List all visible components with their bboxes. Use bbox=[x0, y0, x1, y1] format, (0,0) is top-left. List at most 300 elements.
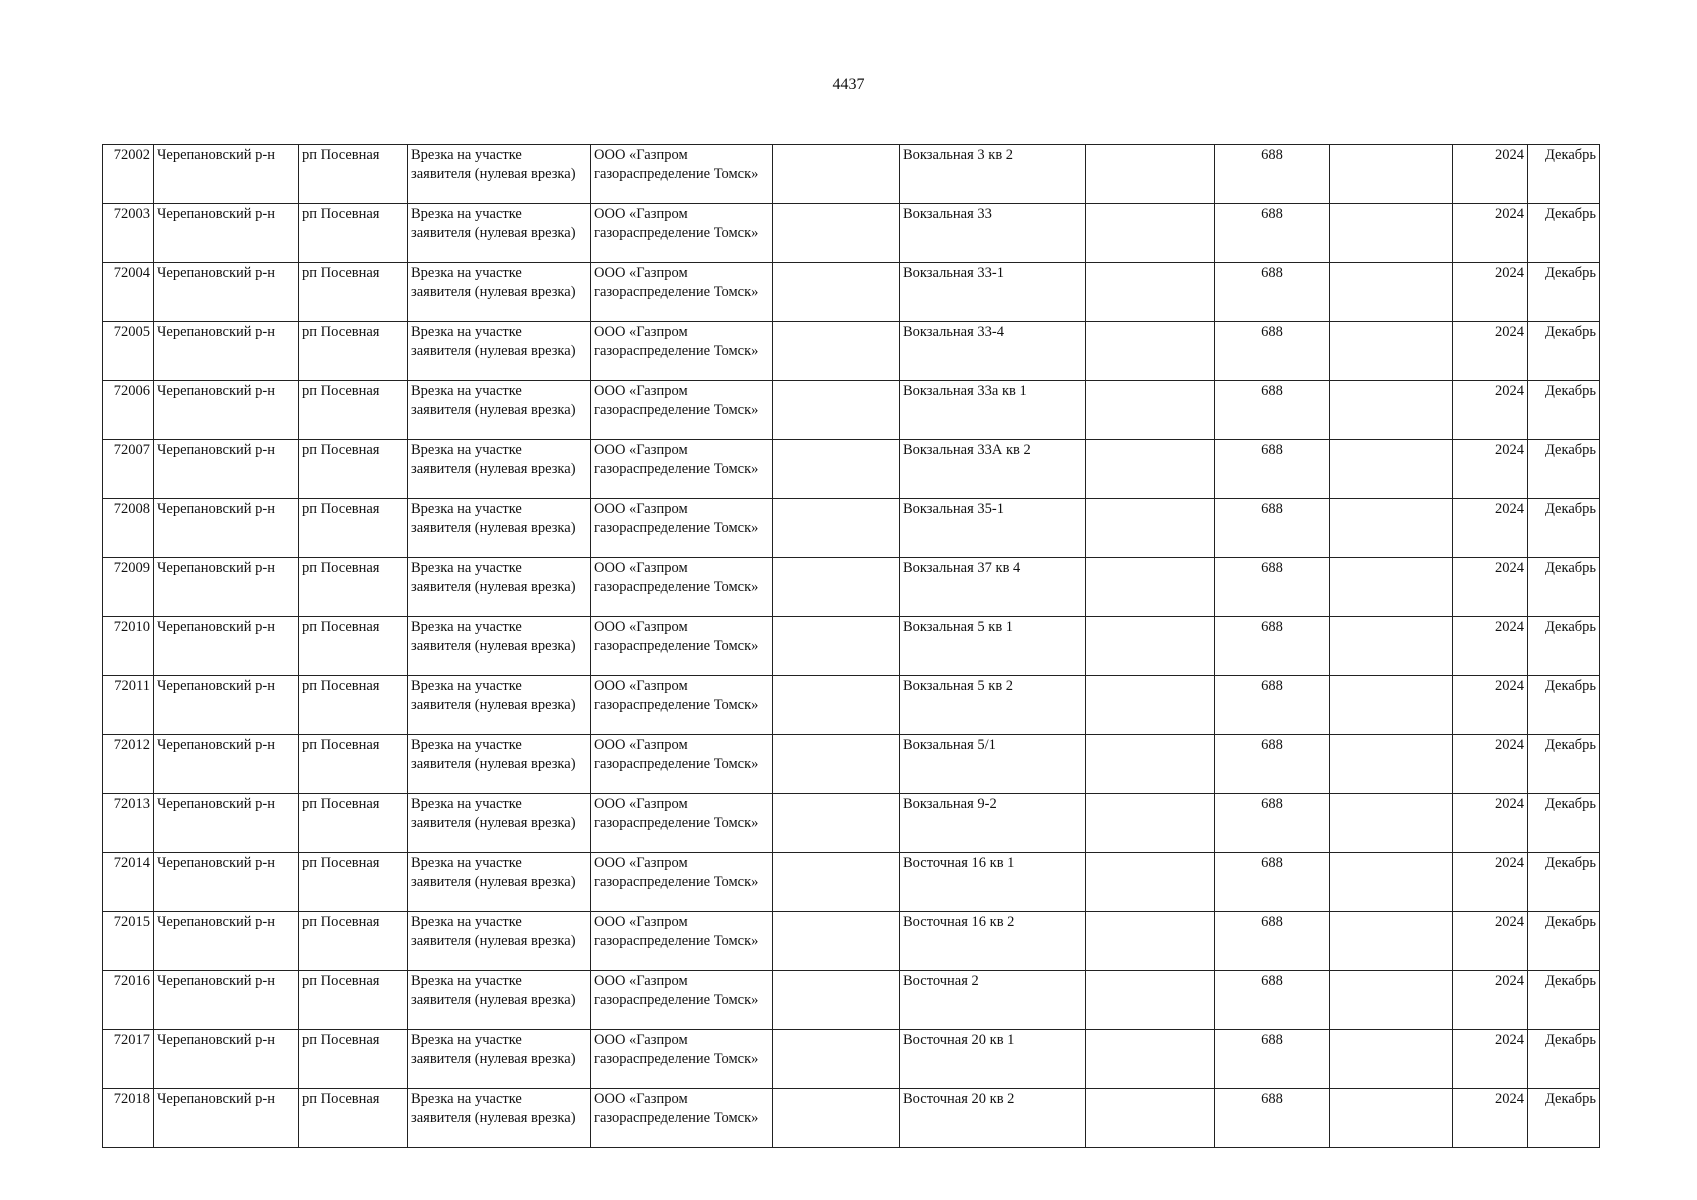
year-cell bbox=[1453, 676, 1528, 735]
district-text: Черепановский р-н bbox=[157, 560, 275, 576]
month-text: Декабрь bbox=[1544, 560, 1596, 576]
value-cell bbox=[1215, 912, 1330, 971]
row-id-text: 72009 bbox=[113, 560, 150, 576]
value-cell bbox=[1215, 145, 1330, 204]
district-cell bbox=[154, 794, 299, 853]
address-text: Восточная 2 bbox=[903, 973, 979, 989]
settlement-cell bbox=[299, 794, 408, 853]
year-cell bbox=[1453, 381, 1528, 440]
organization-cell bbox=[591, 971, 773, 1030]
year-cell bbox=[1453, 145, 1528, 204]
year-text: 2024 bbox=[1495, 501, 1524, 517]
value-text: 688 bbox=[1261, 265, 1283, 281]
work-type-cell bbox=[408, 735, 591, 794]
row-id-text: 72006 bbox=[113, 383, 150, 399]
empty-cell bbox=[1330, 971, 1453, 1030]
value-text: 688 bbox=[1261, 206, 1283, 222]
row-id-cell bbox=[103, 381, 154, 440]
district-cell bbox=[154, 1089, 299, 1148]
work-type-cell bbox=[408, 322, 591, 381]
organization-text: газораспределение Томск» bbox=[594, 1051, 759, 1067]
empty-cell bbox=[1330, 735, 1453, 794]
month-text: Декабрь bbox=[1544, 324, 1596, 340]
table-row bbox=[103, 1089, 1600, 1148]
empty-cell bbox=[1330, 1030, 1453, 1089]
settlement-text: рп Посевная bbox=[302, 147, 380, 163]
empty-cell bbox=[773, 263, 900, 322]
empty-cell bbox=[773, 1030, 900, 1089]
value-text: 688 bbox=[1261, 501, 1283, 517]
district-cell bbox=[154, 145, 299, 204]
work-type-text: заявителя (нулевая врезка) bbox=[411, 402, 576, 418]
month-text: Декабрь bbox=[1544, 501, 1596, 517]
empty-cell bbox=[773, 145, 900, 204]
year-text: 2024 bbox=[1495, 737, 1524, 753]
district-cell bbox=[154, 322, 299, 381]
empty-cell bbox=[773, 971, 900, 1030]
empty-cell bbox=[1086, 735, 1215, 794]
work-type-text: Врезка на участке bbox=[411, 914, 522, 930]
register-table bbox=[102, 144, 1600, 1148]
year-cell bbox=[1453, 204, 1528, 263]
empty-cell bbox=[1330, 912, 1453, 971]
row-id-cell bbox=[103, 971, 154, 1030]
value-cell bbox=[1215, 971, 1330, 1030]
settlement-cell bbox=[299, 853, 408, 912]
district-cell bbox=[154, 676, 299, 735]
year-text: 2024 bbox=[1495, 442, 1524, 458]
value-cell bbox=[1215, 263, 1330, 322]
month-cell bbox=[1528, 499, 1600, 558]
district-cell bbox=[154, 499, 299, 558]
district-text: Черепановский р-н bbox=[157, 383, 275, 399]
empty-cell bbox=[773, 912, 900, 971]
work-type-cell bbox=[408, 1089, 591, 1148]
month-text: Декабрь bbox=[1544, 265, 1596, 281]
organization-text: ООО «Газпром bbox=[594, 796, 688, 812]
month-cell bbox=[1528, 558, 1600, 617]
year-text: 2024 bbox=[1495, 265, 1524, 281]
row-id-cell bbox=[103, 853, 154, 912]
month-cell bbox=[1528, 440, 1600, 499]
work-type-text: Врезка на участке bbox=[411, 147, 522, 163]
row-id-text: 72003 bbox=[113, 206, 150, 222]
work-type-text: заявителя (нулевая врезка) bbox=[411, 992, 576, 1008]
organization-cell bbox=[591, 558, 773, 617]
month-text: Декабрь bbox=[1544, 973, 1596, 989]
organization-cell bbox=[591, 735, 773, 794]
work-type-text: заявителя (нулевая врезка) bbox=[411, 756, 576, 772]
empty-cell bbox=[1330, 1089, 1453, 1148]
work-type-text: Врезка на участке bbox=[411, 1032, 522, 1048]
value-text: 688 bbox=[1261, 442, 1283, 458]
row-id-text: 72017 bbox=[113, 1032, 150, 1048]
row-id-text: 72004 bbox=[113, 265, 150, 281]
value-cell bbox=[1215, 381, 1330, 440]
work-type-text: заявителя (нулевая врезка) bbox=[411, 520, 576, 536]
organization-cell bbox=[591, 676, 773, 735]
district-text: Черепановский р-н bbox=[157, 678, 275, 694]
row-id-text: 72014 bbox=[113, 855, 150, 871]
month-text: Декабрь bbox=[1544, 1032, 1596, 1048]
empty-cell bbox=[1086, 1030, 1215, 1089]
organization-text: газораспределение Томск» bbox=[594, 697, 759, 713]
value-text: 688 bbox=[1261, 619, 1283, 635]
address-cell bbox=[900, 1089, 1086, 1148]
organization-text: газораспределение Томск» bbox=[594, 461, 759, 477]
empty-cell bbox=[1086, 381, 1215, 440]
district-cell bbox=[154, 912, 299, 971]
value-text: 688 bbox=[1261, 914, 1283, 930]
settlement-text: рп Посевная bbox=[302, 796, 380, 812]
empty-cell bbox=[1330, 440, 1453, 499]
row-id-text: 72012 bbox=[113, 737, 150, 753]
month-text: Декабрь bbox=[1544, 737, 1596, 753]
row-id-text: 72002 bbox=[113, 147, 150, 163]
work-type-text: заявителя (нулевая врезка) bbox=[411, 1110, 576, 1126]
year-text: 2024 bbox=[1495, 324, 1524, 340]
district-text: Черепановский р-н bbox=[157, 1091, 275, 1107]
address-cell bbox=[900, 794, 1086, 853]
empty-cell bbox=[1086, 322, 1215, 381]
year-cell bbox=[1453, 971, 1528, 1030]
organization-text: ООО «Газпром bbox=[594, 265, 688, 281]
empty-cell bbox=[773, 794, 900, 853]
address-text: Вокзальная 5 кв 1 bbox=[903, 619, 1014, 635]
organization-text: ООО «Газпром bbox=[594, 1091, 688, 1107]
organization-text: ООО «Газпром bbox=[594, 678, 688, 694]
empty-cell bbox=[773, 558, 900, 617]
table-row bbox=[103, 204, 1600, 263]
work-type-text: Врезка на участке bbox=[411, 737, 522, 753]
empty-cell bbox=[1330, 676, 1453, 735]
year-text: 2024 bbox=[1495, 855, 1524, 871]
address-cell bbox=[900, 853, 1086, 912]
value-cell bbox=[1215, 1030, 1330, 1089]
organization-text: ООО «Газпром bbox=[594, 914, 688, 930]
settlement-text: рп Посевная bbox=[302, 678, 380, 694]
work-type-cell bbox=[408, 676, 591, 735]
work-type-text: заявителя (нулевая врезка) bbox=[411, 225, 576, 241]
organization-cell bbox=[591, 794, 773, 853]
address-text: Вокзальная 33А кв 2 bbox=[903, 442, 1031, 458]
table-row bbox=[103, 263, 1600, 322]
settlement-cell bbox=[299, 617, 408, 676]
district-text: Черепановский р-н bbox=[157, 973, 275, 989]
work-type-cell bbox=[408, 263, 591, 322]
value-cell bbox=[1215, 499, 1330, 558]
empty-cell bbox=[1086, 263, 1215, 322]
empty-cell bbox=[773, 735, 900, 794]
address-cell bbox=[900, 145, 1086, 204]
district-cell bbox=[154, 263, 299, 322]
address-cell bbox=[900, 617, 1086, 676]
work-type-cell bbox=[408, 440, 591, 499]
work-type-cell bbox=[408, 381, 591, 440]
row-id-cell bbox=[103, 145, 154, 204]
table-row bbox=[103, 853, 1600, 912]
month-text: Декабрь bbox=[1544, 619, 1596, 635]
table-row bbox=[103, 322, 1600, 381]
year-cell bbox=[1453, 853, 1528, 912]
row-id-cell bbox=[103, 263, 154, 322]
row-id-text: 72013 bbox=[113, 796, 150, 812]
empty-cell bbox=[1330, 499, 1453, 558]
address-text: Вокзальная 37 кв 4 bbox=[903, 560, 1021, 576]
work-type-text: заявителя (нулевая врезка) bbox=[411, 697, 576, 713]
organization-text: ООО «Газпром bbox=[594, 1032, 688, 1048]
address-cell bbox=[900, 204, 1086, 263]
work-type-cell bbox=[408, 499, 591, 558]
organization-cell bbox=[591, 322, 773, 381]
settlement-cell bbox=[299, 499, 408, 558]
organization-text: газораспределение Томск» bbox=[594, 638, 759, 654]
month-cell bbox=[1528, 381, 1600, 440]
organization-cell bbox=[591, 1030, 773, 1089]
table-row bbox=[103, 145, 1600, 204]
organization-cell bbox=[591, 204, 773, 263]
empty-cell bbox=[1330, 322, 1453, 381]
address-cell bbox=[900, 381, 1086, 440]
settlement-cell bbox=[299, 735, 408, 794]
organization-text: газораспределение Томск» bbox=[594, 343, 759, 359]
address-cell bbox=[900, 912, 1086, 971]
month-cell bbox=[1528, 204, 1600, 263]
month-cell bbox=[1528, 676, 1600, 735]
year-cell bbox=[1453, 617, 1528, 676]
empty-cell bbox=[773, 322, 900, 381]
row-id-cell bbox=[103, 794, 154, 853]
district-cell bbox=[154, 735, 299, 794]
year-cell bbox=[1453, 1089, 1528, 1148]
empty-cell bbox=[1086, 145, 1215, 204]
settlement-cell bbox=[299, 145, 408, 204]
row-id-cell bbox=[103, 1030, 154, 1089]
empty-cell bbox=[1330, 853, 1453, 912]
work-type-text: Врезка на участке bbox=[411, 442, 522, 458]
row-id-text: 72005 bbox=[113, 324, 150, 340]
empty-cell bbox=[773, 440, 900, 499]
address-text: Восточная 16 кв 2 bbox=[903, 914, 1015, 930]
empty-cell bbox=[1086, 558, 1215, 617]
organization-text: ООО «Газпром bbox=[594, 560, 688, 576]
year-text: 2024 bbox=[1495, 1091, 1524, 1107]
address-text: Вокзальная 5 кв 2 bbox=[903, 678, 1014, 694]
table-row bbox=[103, 676, 1600, 735]
year-cell bbox=[1453, 322, 1528, 381]
settlement-text: рп Посевная bbox=[302, 1091, 380, 1107]
month-text: Декабрь bbox=[1544, 855, 1596, 871]
value-cell bbox=[1215, 853, 1330, 912]
settlement-text: рп Посевная bbox=[302, 501, 380, 517]
value-text: 688 bbox=[1261, 737, 1283, 753]
settlement-text: рп Посевная bbox=[302, 1032, 380, 1048]
row-id-text: 72018 bbox=[113, 1091, 150, 1107]
work-type-cell bbox=[408, 853, 591, 912]
district-text: Черепановский р-н bbox=[157, 147, 275, 163]
district-text: Черепановский р-н bbox=[157, 619, 275, 635]
year-text: 2024 bbox=[1495, 1032, 1524, 1048]
work-type-text: заявителя (нулевая врезка) bbox=[411, 284, 576, 300]
month-text: Декабрь bbox=[1544, 678, 1596, 694]
settlement-cell bbox=[299, 676, 408, 735]
value-text: 688 bbox=[1261, 383, 1283, 399]
value-cell bbox=[1215, 794, 1330, 853]
settlement-cell bbox=[299, 440, 408, 499]
value-cell bbox=[1215, 558, 1330, 617]
empty-cell bbox=[1086, 1089, 1215, 1148]
settlement-text: рп Посевная bbox=[302, 737, 380, 753]
month-cell bbox=[1528, 794, 1600, 853]
organization-text: газораспределение Томск» bbox=[594, 225, 759, 241]
work-type-text: Врезка на участке bbox=[411, 265, 522, 281]
year-cell bbox=[1453, 735, 1528, 794]
row-id-cell bbox=[103, 322, 154, 381]
district-cell bbox=[154, 204, 299, 263]
table-row bbox=[103, 794, 1600, 853]
year-text: 2024 bbox=[1495, 619, 1524, 635]
address-text: Вокзальная 5/1 bbox=[903, 737, 996, 753]
work-type-text: Врезка на участке bbox=[411, 501, 522, 517]
year-text: 2024 bbox=[1495, 914, 1524, 930]
organization-text: ООО «Газпром bbox=[594, 855, 688, 871]
row-id-text: 72016 bbox=[113, 973, 150, 989]
empty-cell bbox=[773, 676, 900, 735]
work-type-text: Врезка на участке bbox=[411, 973, 522, 989]
organization-text: ООО «Газпром bbox=[594, 973, 688, 989]
year-cell bbox=[1453, 440, 1528, 499]
empty-cell bbox=[773, 204, 900, 263]
district-text: Черепановский р-н bbox=[157, 796, 275, 812]
organization-text: ООО «Газпром bbox=[594, 619, 688, 635]
organization-cell bbox=[591, 617, 773, 676]
month-text: Декабрь bbox=[1544, 147, 1596, 163]
settlement-text: рп Посевная bbox=[302, 855, 380, 871]
register-table-body bbox=[103, 145, 1600, 1148]
row-id-cell bbox=[103, 440, 154, 499]
value-cell bbox=[1215, 322, 1330, 381]
empty-cell bbox=[773, 1089, 900, 1148]
empty-cell bbox=[1086, 794, 1215, 853]
settlement-cell bbox=[299, 381, 408, 440]
organization-text: ООО «Газпром bbox=[594, 206, 688, 222]
settlement-text: рп Посевная bbox=[302, 914, 380, 930]
value-text: 688 bbox=[1261, 1032, 1283, 1048]
district-text: Черепановский р-н bbox=[157, 265, 275, 281]
district-cell bbox=[154, 853, 299, 912]
organization-text: ООО «Газпром bbox=[594, 324, 688, 340]
value-text: 688 bbox=[1261, 1091, 1283, 1107]
row-id-text: 72011 bbox=[114, 678, 150, 694]
address-cell bbox=[900, 735, 1086, 794]
district-text: Черепановский р-н bbox=[157, 737, 275, 753]
empty-cell bbox=[773, 617, 900, 676]
settlement-cell bbox=[299, 263, 408, 322]
value-cell bbox=[1215, 440, 1330, 499]
year-text: 2024 bbox=[1495, 678, 1524, 694]
year-text: 2024 bbox=[1495, 206, 1524, 222]
work-type-text: заявителя (нулевая врезка) bbox=[411, 579, 576, 595]
month-text: Декабрь bbox=[1544, 442, 1596, 458]
table-row bbox=[103, 971, 1600, 1030]
month-cell bbox=[1528, 145, 1600, 204]
month-cell bbox=[1528, 1030, 1600, 1089]
value-text: 688 bbox=[1261, 324, 1283, 340]
value-cell bbox=[1215, 617, 1330, 676]
month-cell bbox=[1528, 853, 1600, 912]
organization-text: газораспределение Томск» bbox=[594, 1110, 759, 1126]
settlement-cell bbox=[299, 558, 408, 617]
settlement-text: рп Посевная bbox=[302, 442, 380, 458]
work-type-cell bbox=[408, 912, 591, 971]
settlement-cell bbox=[299, 971, 408, 1030]
month-cell bbox=[1528, 322, 1600, 381]
organization-cell bbox=[591, 499, 773, 558]
work-type-text: Врезка на участке bbox=[411, 619, 522, 635]
address-cell bbox=[900, 1030, 1086, 1089]
organization-text: газораспределение Томск» bbox=[594, 402, 759, 418]
row-id-cell bbox=[103, 676, 154, 735]
empty-cell bbox=[1330, 381, 1453, 440]
empty-cell bbox=[1086, 499, 1215, 558]
year-cell bbox=[1453, 263, 1528, 322]
organization-cell bbox=[591, 853, 773, 912]
month-text: Декабрь bbox=[1544, 1091, 1596, 1107]
district-text: Черепановский р-н bbox=[157, 206, 275, 222]
district-cell bbox=[154, 971, 299, 1030]
district-cell bbox=[154, 1030, 299, 1089]
district-text: Черепановский р-н bbox=[157, 324, 275, 340]
work-type-text: заявителя (нулевая врезка) bbox=[411, 343, 576, 359]
value-cell bbox=[1215, 204, 1330, 263]
month-cell bbox=[1528, 1089, 1600, 1148]
value-cell bbox=[1215, 1089, 1330, 1148]
year-text: 2024 bbox=[1495, 560, 1524, 576]
organization-text: газораспределение Томск» bbox=[594, 992, 759, 1008]
organization-text: ООО «Газпром bbox=[594, 442, 688, 458]
work-type-text: заявителя (нулевая врезка) bbox=[411, 815, 576, 831]
organization-text: газораспределение Томск» bbox=[594, 756, 759, 772]
month-cell bbox=[1528, 912, 1600, 971]
address-cell bbox=[900, 971, 1086, 1030]
row-id-cell bbox=[103, 558, 154, 617]
year-cell bbox=[1453, 794, 1528, 853]
district-text: Черепановский р-н bbox=[157, 914, 275, 930]
address-text: Восточная 20 кв 1 bbox=[903, 1032, 1015, 1048]
address-cell bbox=[900, 263, 1086, 322]
table-row bbox=[103, 440, 1600, 499]
settlement-cell bbox=[299, 204, 408, 263]
organization-text: газораспределение Томск» bbox=[594, 284, 759, 300]
year-text: 2024 bbox=[1495, 796, 1524, 812]
row-id-cell bbox=[103, 617, 154, 676]
settlement-cell bbox=[299, 1089, 408, 1148]
district-cell bbox=[154, 617, 299, 676]
year-cell bbox=[1453, 499, 1528, 558]
work-type-text: заявителя (нулевая врезка) bbox=[411, 874, 576, 890]
value-text: 688 bbox=[1261, 796, 1283, 812]
value-text: 688 bbox=[1261, 560, 1283, 576]
value-cell bbox=[1215, 735, 1330, 794]
table-row bbox=[103, 617, 1600, 676]
address-text: Вокзальная 35-1 bbox=[903, 501, 1004, 517]
empty-cell bbox=[1330, 263, 1453, 322]
empty-cell bbox=[1086, 853, 1215, 912]
row-id-text: 72008 bbox=[113, 501, 150, 517]
organization-text: газораспределение Томск» bbox=[594, 815, 759, 831]
work-type-cell bbox=[408, 971, 591, 1030]
work-type-text: заявителя (нулевая врезка) bbox=[411, 638, 576, 654]
